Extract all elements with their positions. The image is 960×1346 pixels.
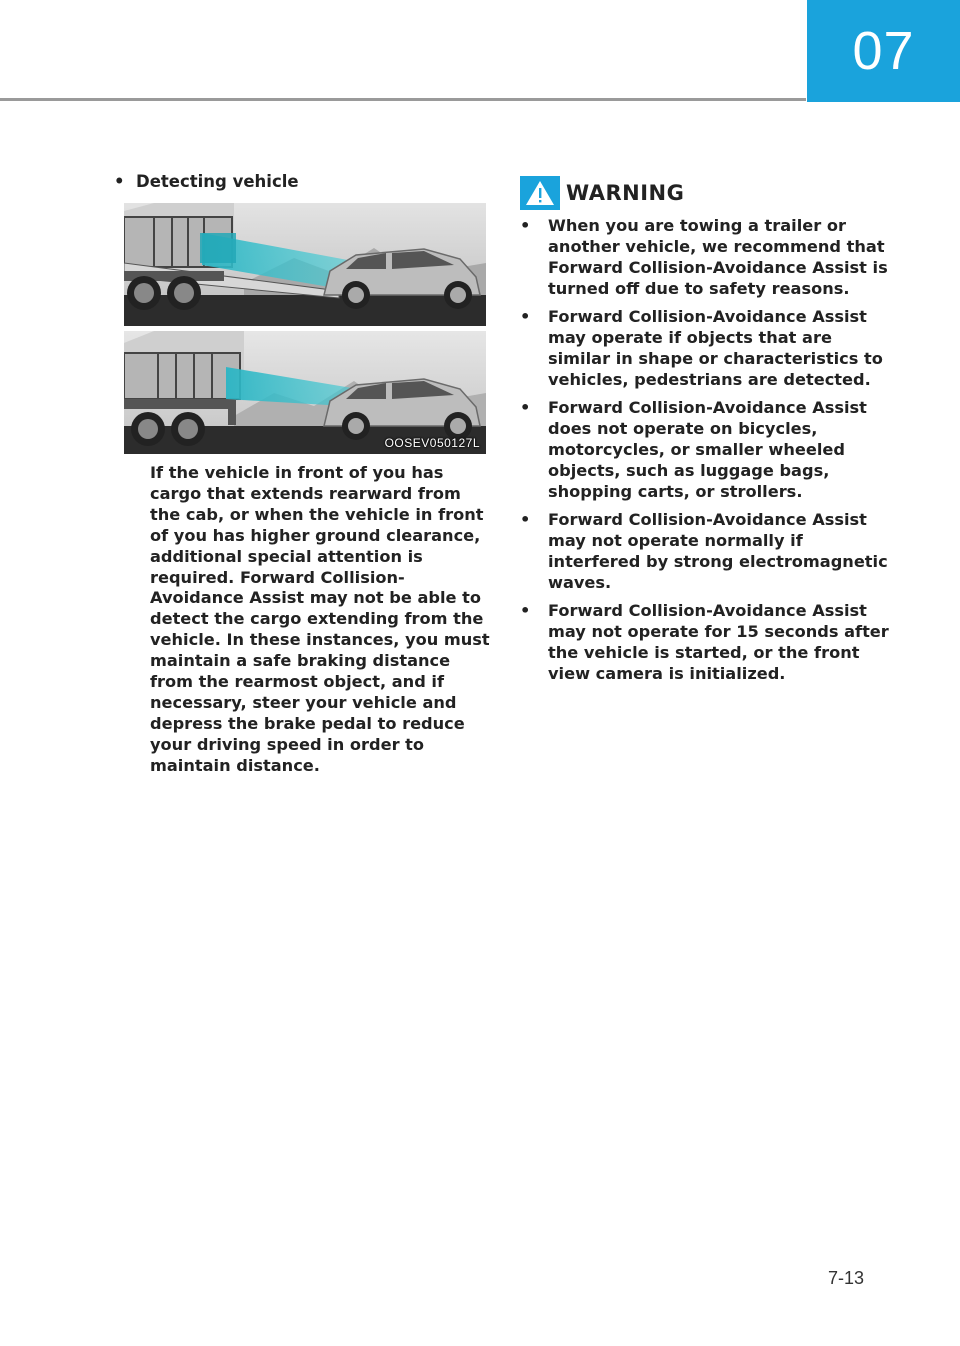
header-rule [0, 98, 806, 101]
warning-box [520, 176, 892, 693]
left-column [114, 172, 494, 191]
chapter-tab: 07 [807, 0, 960, 102]
warning-title: WARNING [566, 181, 685, 205]
warning-item: • Forward Collision-Avoidance Assist does not operate on bicycles, motorcycles, or smaller wheeled objects, such as luggage bags, shopping carts, or strollers. [520, 398, 867, 501]
figure-code: OOSEV050127L [384, 436, 480, 450]
warning-item: • When you are towing a trailer or another vehicle, we recommend that Forward Collision-Avoidance Assist is turned off due to safety reasons. [520, 216, 888, 298]
page-number: 7-13 [827, 1268, 864, 1288]
warning-list [520, 216, 892, 685]
warning-title-row [520, 176, 892, 210]
bullet-heading [114, 172, 494, 191]
warning-item: • Forward Collision-Avoidance Assist may operate if objects that are similar in shape or characteristics to vehicles, pedestrians are detected. [520, 307, 883, 389]
warning-item: • Forward Collision-Avoidance Assist may not operate for 15 seconds after the vehicle is started, or the front view camera is initialized. [520, 601, 889, 684]
bullet-heading-text: Detecting vehicle [136, 172, 299, 191]
warning-triangle-icon [520, 176, 560, 210]
body-paragraph: If the vehicle in front of you has cargo that extends rearward from the cab, or when the vehicle in front of you has higher ground clearance, additional special attention is required. Forward Collision-Avoidance Assist may not be able to detect the cargo extending from the vehicle. In these instances, you must maintain a safe braking distance from the rearmost object, and if necessary, steer your vehicle and depress the brake pedal to reduce your driving speed in order to maintain distance. [150, 463, 490, 775]
illustration-high-clearance [124, 331, 486, 454]
illustration-cargo-overhang [124, 203, 486, 326]
bullet-icon: • [114, 172, 125, 191]
warning-item: • Forward Collision-Avoidance Assist may not operate normally if interfered by strong electromagnetic waves. [520, 510, 888, 592]
